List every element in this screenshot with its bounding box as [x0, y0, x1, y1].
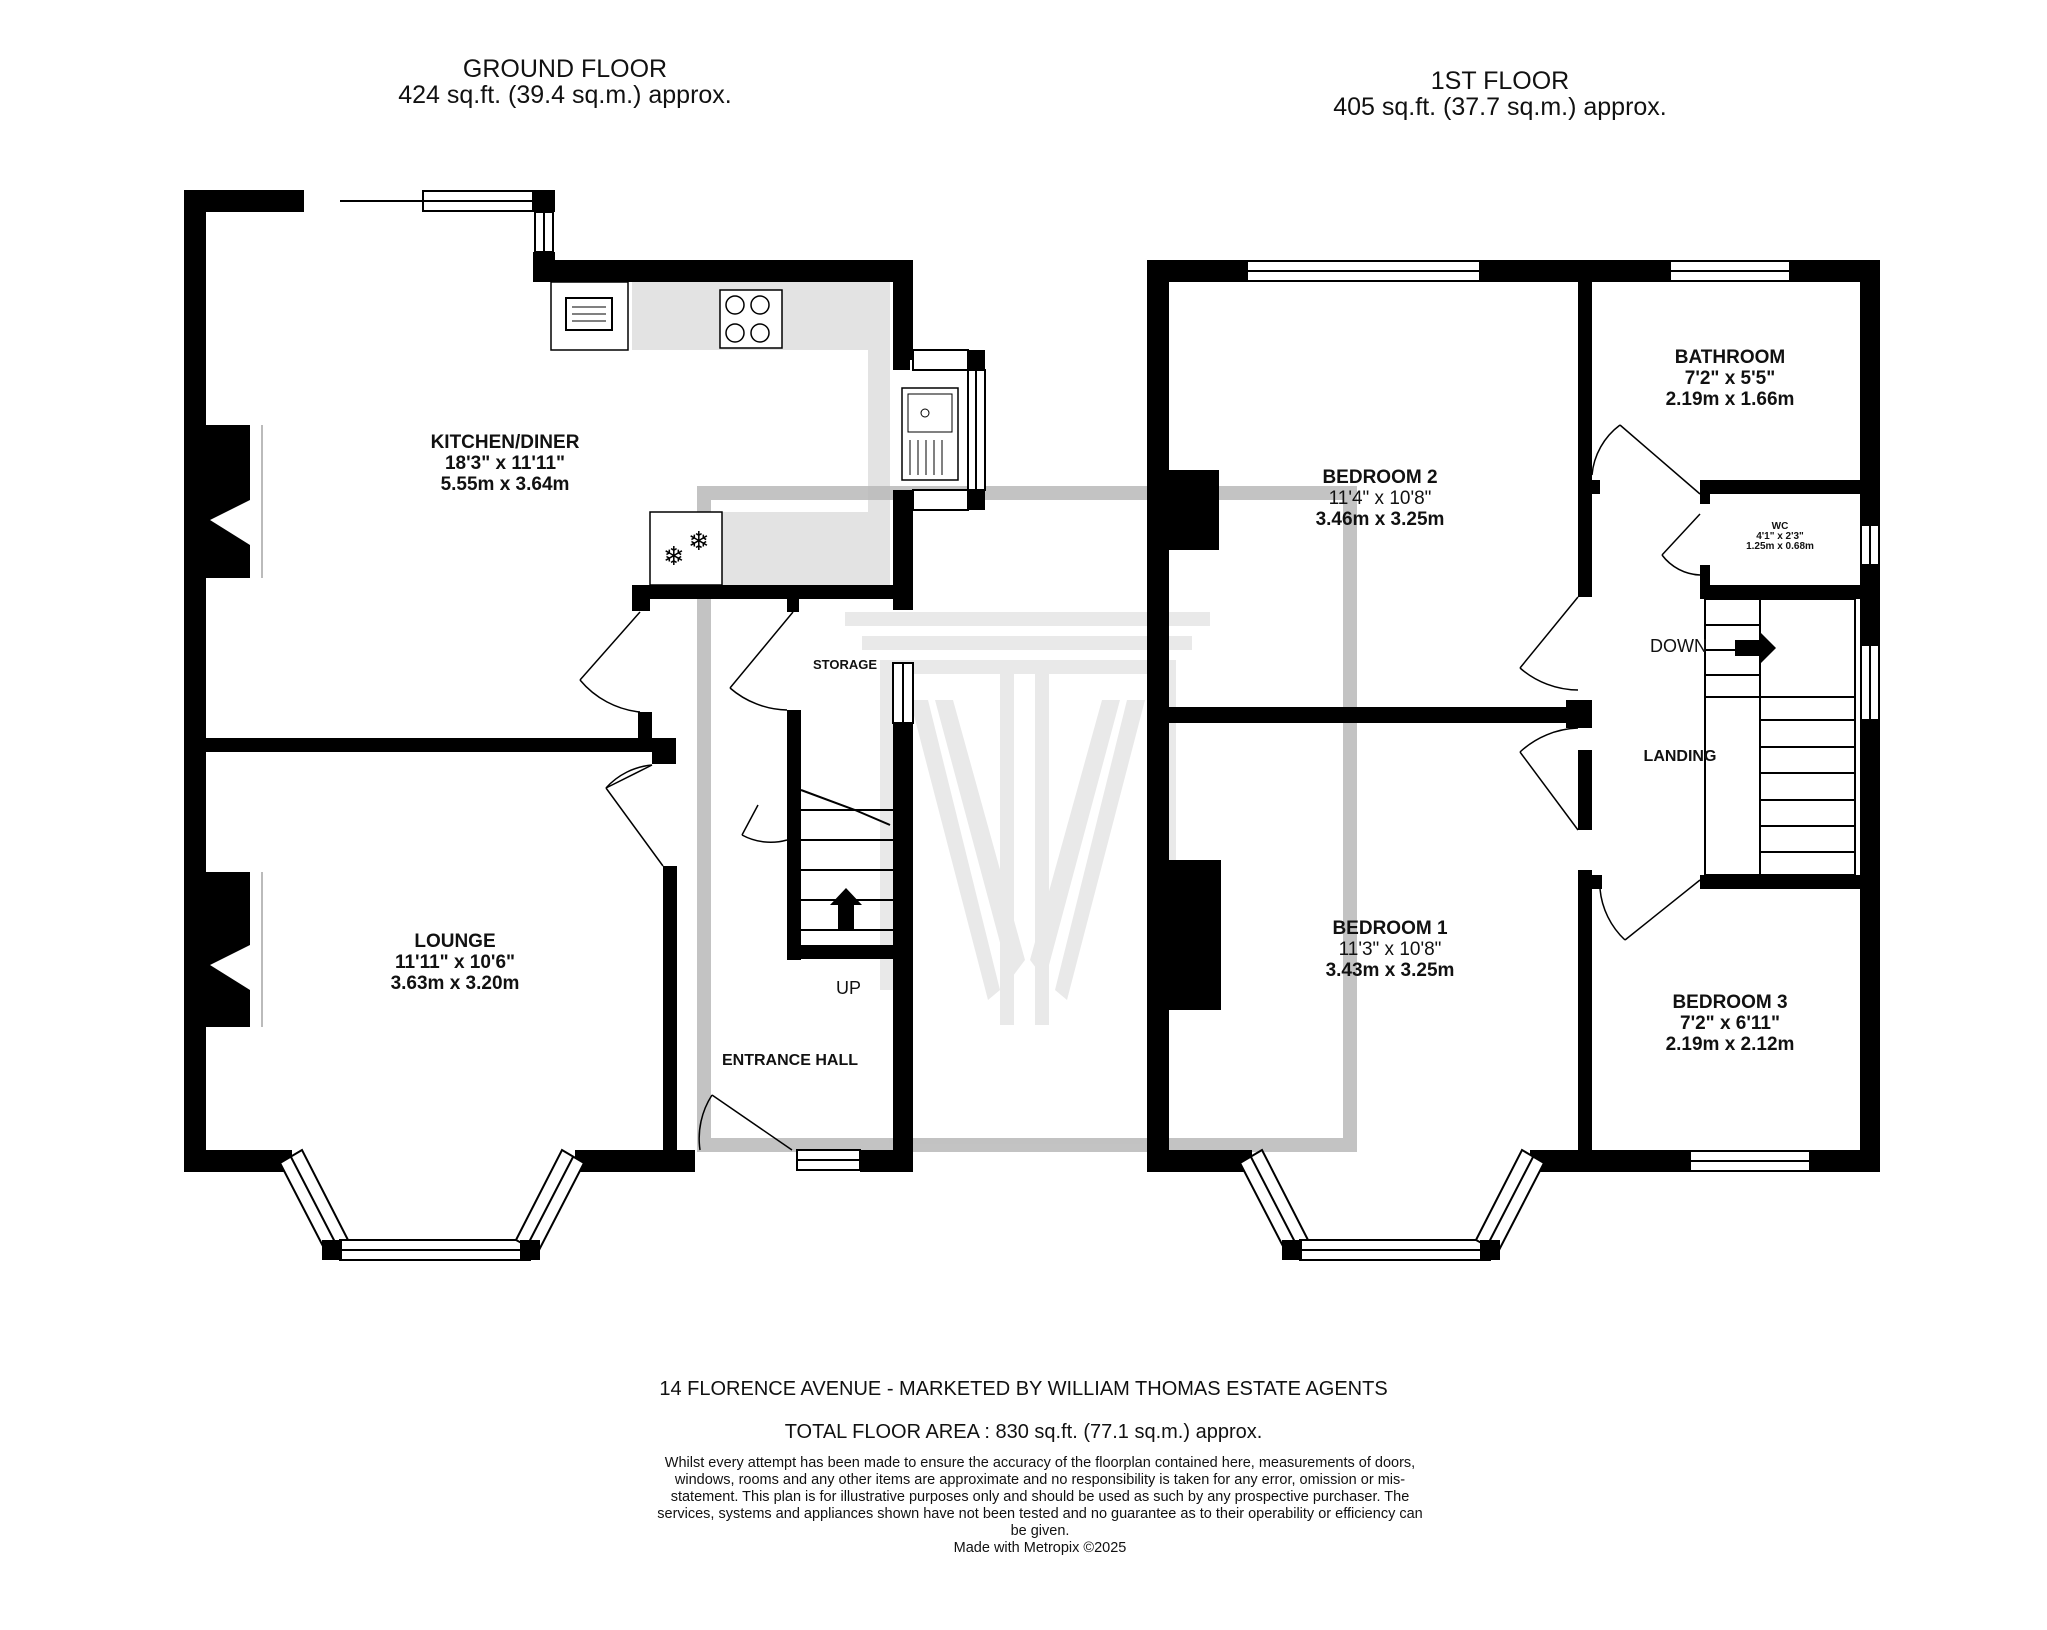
fridge-freezer-icon	[650, 512, 722, 585]
lounge-name: LOUNGE	[414, 931, 496, 952]
kitchen-label	[400, 432, 610, 495]
first-floor-doors	[1520, 425, 1700, 940]
bedroom3-label	[1640, 992, 1820, 1055]
lounge-imperial: 11'11" x 10'6"	[394, 952, 516, 973]
bathroom-name: BATHROOM	[1674, 347, 1786, 368]
ground-floor-header	[395, 56, 735, 108]
wc-label	[1730, 522, 1830, 552]
bedroom3-imperial: 7'2" x 6'11"	[1680, 1013, 1780, 1034]
entrance-hall-label	[700, 1050, 880, 1071]
disclaimer-block	[650, 1455, 1430, 1557]
ground-floor-title: GROUND FLOOR	[462, 55, 668, 83]
bedroom2-name: BEDROOM 2	[1322, 467, 1438, 488]
first-floor-header	[1330, 68, 1670, 120]
bedroom2-imperial: 11'4" x 10'8"	[1328, 488, 1432, 509]
first-floor-windows	[1240, 261, 1879, 1260]
svg-text:❄: ❄	[663, 542, 685, 572]
bedroom1-label	[1290, 918, 1490, 981]
metropix-credit: Made with Metropix ©2025	[953, 1540, 1127, 1556]
stairs-up-arrow	[830, 888, 862, 930]
first-floor-title: 1ST FLOOR	[1430, 67, 1570, 95]
bedroom2-metric: 3.46m x 3.25m	[1315, 509, 1445, 530]
total-floor-area: TOTAL FLOOR AREA : 830 sq.ft. (77.1 sq.m.) approx.	[784, 1421, 1263, 1443]
entrance-hall-name: ENTRANCE HALL	[722, 1052, 858, 1069]
wc-metric: 1.25m x 0.68m	[1746, 541, 1814, 552]
bathroom-imperial: 7'2" x 5'5"	[1684, 368, 1776, 389]
bathroom-label	[1640, 347, 1820, 410]
microwave-icon	[551, 282, 628, 350]
kitchen-metric: 5.55m x 3.64m	[440, 474, 570, 495]
bathroom-metric: 2.19m x 1.66m	[1665, 389, 1795, 410]
sink-icon	[902, 388, 958, 480]
kitchen-name: KITCHEN/DINER	[430, 432, 580, 453]
bedroom1-name: BEDROOM 1	[1332, 918, 1448, 939]
storage-label	[800, 658, 890, 672]
stairs-up-label: UP	[836, 978, 862, 998]
stairs-down-arrow	[1735, 632, 1776, 664]
first-floor-area: 405 sq.ft. (37.7 sq.m.) approx.	[1333, 93, 1667, 121]
bedroom3-name: BEDROOM 3	[1672, 992, 1788, 1013]
hob-icon	[720, 290, 782, 348]
storage-name: STORAGE	[812, 657, 878, 672]
disclaimer-text: Whilst every attempt has been made to ensure the accuracy of the floorplan contained here, measurements of doors, windows, rooms and any other items are approximate and no responsibility is taken for any error, omission or mis-statement. This plan is for illustrative purposes only and should be used as such by any prospective purchaser. The services, systems and appliances shown have not been tested and no guarantee as to their operability or efficiency can be given.	[657, 1455, 1423, 1539]
lounge-label	[350, 931, 560, 994]
property-caption: 14 FLORENCE AVENUE - MARKETED BY WILLIAM THOMAS ESTATE AGENTS	[659, 1378, 1388, 1400]
bedroom1-imperial: 11'3" x 10'8"	[1338, 939, 1442, 960]
wc-name: WC	[1771, 521, 1789, 532]
first-floor-stairs	[1705, 599, 1855, 875]
wc-imperial: 4'1" x 2'3"	[1756, 531, 1804, 542]
stairs-down-label: DOWN	[1650, 636, 1707, 656]
ground-floor-area: 424 sq.ft. (39.4 sq.m.) approx.	[398, 81, 732, 109]
svg-text:❄: ❄	[688, 527, 710, 557]
kitchen-imperial: 18'3" x 11'11"	[444, 453, 566, 474]
bedroom2-label	[1280, 467, 1480, 530]
bedroom1-metric: 3.43m x 3.25m	[1325, 960, 1455, 981]
bedroom3-metric: 2.19m x 2.12m	[1665, 1034, 1795, 1055]
landing-name: LANDING	[1643, 748, 1717, 765]
lounge-metric: 3.63m x 3.20m	[390, 973, 520, 994]
landing-label	[1620, 746, 1740, 767]
